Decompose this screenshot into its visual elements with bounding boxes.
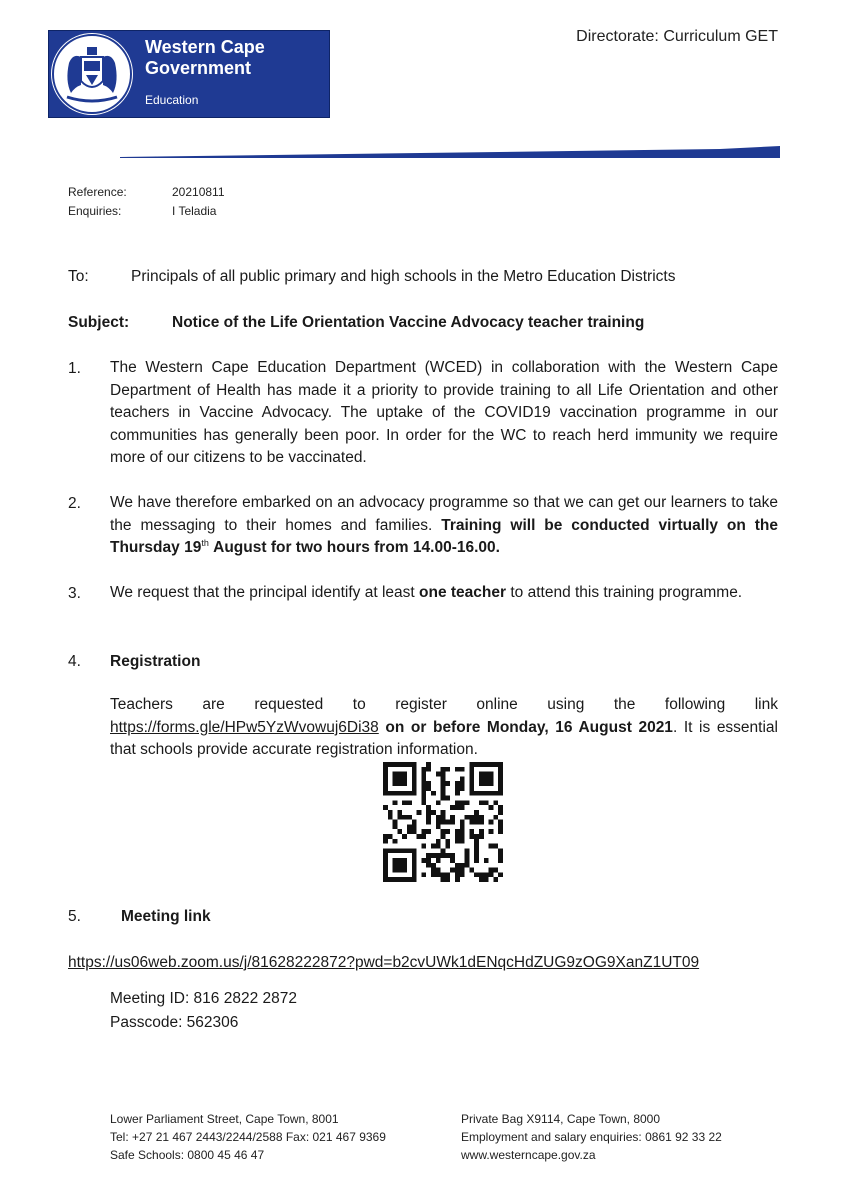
item-4-body-a: Teachers are requested to register online using the following link [110, 696, 778, 713]
footer-street: Lower Parliament Street, Cape Town, 8001 [110, 1112, 339, 1126]
registration-heading: Registration [110, 653, 201, 670]
meeting-id: Meeting ID: 816 2822 2872 [110, 990, 297, 1007]
subject-text: Notice of the Life Orientation Vaccine Advocacy teacher training [172, 314, 645, 331]
meeting-passcode: Passcode: 562306 [110, 1014, 239, 1031]
item-1-number: 1. [68, 360, 81, 377]
reference-label: Reference: [68, 185, 127, 199]
item-3-emphasis: one teacher [419, 584, 507, 601]
item-4-text [110, 694, 778, 762]
footer-website: www.westerncape.gov.za [461, 1148, 596, 1162]
reference-row [68, 185, 368, 201]
enquiries-row [68, 204, 368, 220]
qr-code-icon[interactable] [383, 762, 503, 882]
item-4-body-b: . It is essential that schools provide accurate registration information. [110, 718, 778, 758]
to-recipients: Principals of all public primary and high schools in the Metro Education Districts [131, 268, 676, 285]
item-2-number: 2. [68, 495, 81, 512]
enquiries-value: I Teladia [172, 204, 217, 218]
item-3-body-a: We request that the principal identify at least [110, 584, 415, 601]
footer-right-address [461, 1110, 722, 1164]
western-cape-government-banner [48, 30, 330, 118]
header-rule [120, 146, 780, 160]
directorate-label: Directorate: Curriculum GET [576, 28, 778, 45]
enquiries-label: Enquiries: [68, 204, 122, 218]
to-label: To: [68, 268, 89, 285]
item-2-training-date: Training will be conducted virtually on the Thursday 19 [110, 516, 778, 556]
item-3-body-b: to attend this training programme. [510, 584, 743, 601]
reference-value: 20210811 [172, 185, 225, 199]
coat-of-arms-icon [51, 33, 133, 115]
registration-deadline: on or before Monday, 16 August 2021 [385, 718, 673, 736]
registration-link[interactable]: https://forms.gle/HPw5YzWvowuj6Di38 [110, 718, 379, 736]
department-name: Education [145, 93, 199, 107]
item-2-text [110, 492, 778, 560]
item-2-training-time: August for two hours from 14.00-16.00. [213, 539, 500, 556]
organisation-name: Western Cape Government [145, 37, 265, 78]
footer-phone: Tel: +27 21 467 2443/2244/2588 Fax: 021 467 9369 [110, 1130, 386, 1144]
footer-safe-schools: Safe Schools: 0800 45 46 47 [110, 1148, 265, 1162]
footer-private-bag: Private Bag X9114, Cape Town, 8000 [461, 1112, 661, 1126]
item-1-text: The Western Cape Education Department (WCED) in collaboration with the Western Cape Department of Health has made it a priority to provide training to all Life Orientation and other teachers in Vaccine Advocacy. The uptake of the COVID19 vaccination programme in our communities has generally been poor. In order for the WC to reach herd immunity we require more of our citizens to be vaccinated. [110, 359, 778, 466]
item-2-body: We have therefore embarked on an advocacy programme so that we can get our learners to take the messaging to their homes and families. [110, 494, 778, 534]
subject-label: Subject: [68, 314, 130, 331]
item-5-number: 5. [68, 908, 81, 925]
footer-left-address [110, 1110, 386, 1164]
meeting-link-heading: Meeting link [121, 908, 211, 925]
item-3-text [110, 582, 778, 605]
zoom-meeting-link[interactable]: https://us06web.zoom.us/j/81628222872?pwd=b2cvUWk1dENqcHdZUG9zOG9XanZ1UT09 [68, 954, 700, 971]
footer-enquiries: Employment and salary enquiries: 0861 92 33 22 [461, 1130, 722, 1144]
item-4-number: 4. [68, 653, 81, 670]
item-2-superscript: th [201, 537, 209, 548]
item-3-number: 3. [68, 585, 81, 602]
